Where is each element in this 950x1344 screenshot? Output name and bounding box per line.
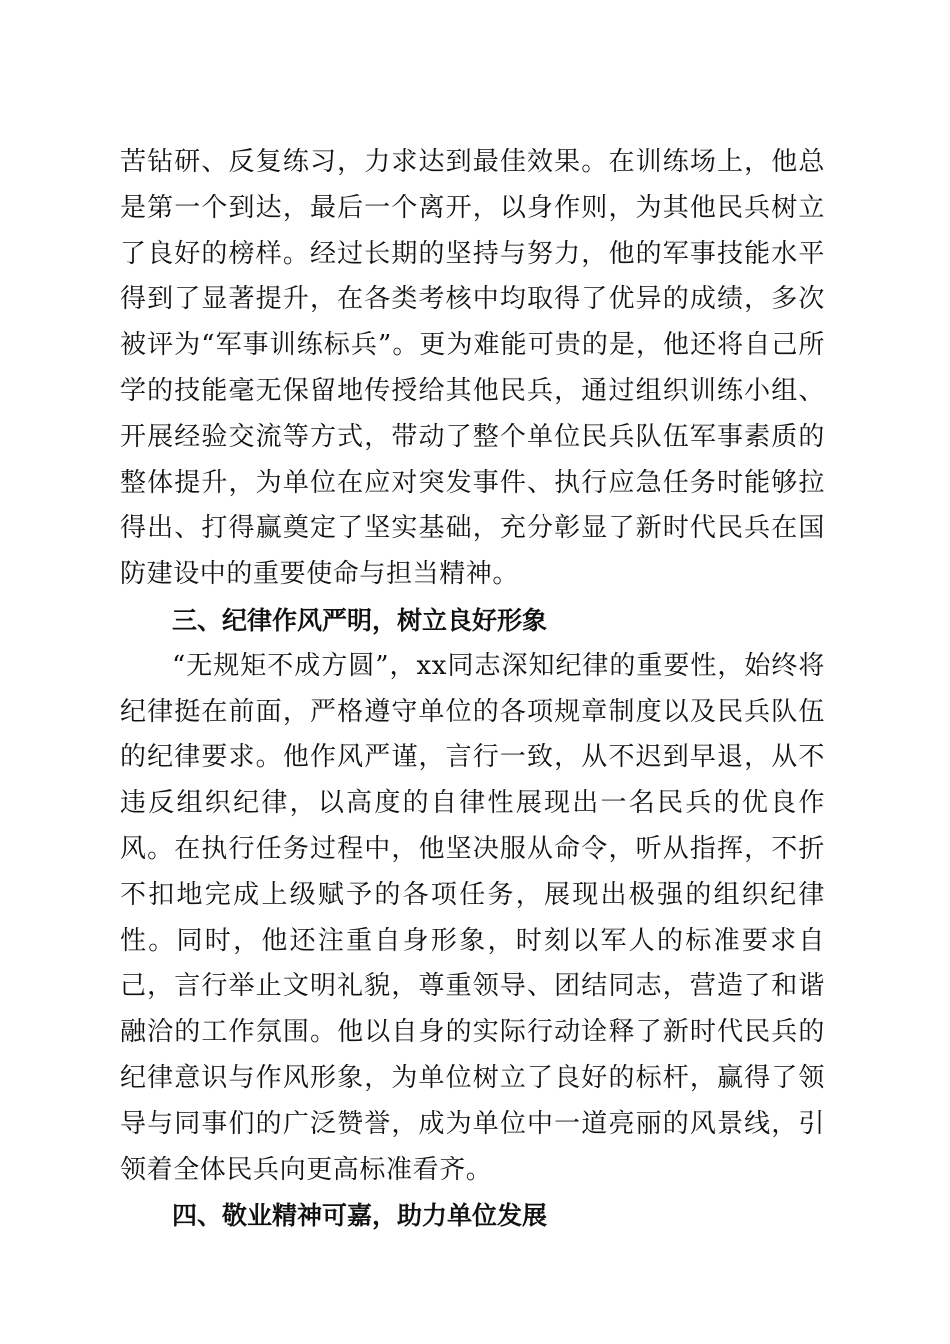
- section-heading-4: 四、敬业精神可嘉，助力单位发展: [172, 1201, 548, 1231]
- document-body: [120, 140, 825, 1239]
- paragraph-continuation: 苦钻研、反复练习，力求达到最佳效果。在训练场上，他总是第一个到达，最后一个离开，以身作则，为其他民兵树立了良好的榜样。经过长期的坚持与努力，他的军事技能水平得到了显著提升，在各类考核中均取得了优异的成绩，多次被评为“军事训练标兵”。更为难能可贵的是，他还将自己所学的技能毫无保留地传授给其他民兵，通过组织训练小组、开展经验交流等方式，带动了整个单位民兵队伍军事素质的整体提升，为单位在应对突发事件、执行应急任务时能够拉得出、打得赢奠定了坚实基础，充分彰显了新时代民兵在国防建设中的重要使命与担当精神。: [120, 147, 825, 590]
- paragraph-section-3: “无规矩不成方圆”，xx同志深知纪律的重要性，始终将纪律挺在前面，严格遵守单位的各项规章制度以及民兵队伍的纪律要求。他作风严谨，言行一致，从不迟到早退，从不违反组织纪律，以高度的自律性展现出一名民兵的优良作风。在执行任务过程中，他坚决服从命令，听从指挥，不折不扣地完成上级赋予的各项任务，展现出极强的组织纪律性。同时，他还注重自身形象，时刻以军人的标准要求自己，言行举止文明礼貌，尊重领导、团结同志，营造了和谐融洽的工作氛围。他以自身的实际行动诠释了新时代民兵的纪律意识与作风形象，为单位树立了良好的标杆，赢得了领导与同事们的广泛赞誉，成为单位中一道亮丽的风景线，引领着全体民兵向更高标准看齐。: [120, 650, 825, 1185]
- section-heading-3: 三、纪律作风严明，树立良好形象: [172, 605, 548, 635]
